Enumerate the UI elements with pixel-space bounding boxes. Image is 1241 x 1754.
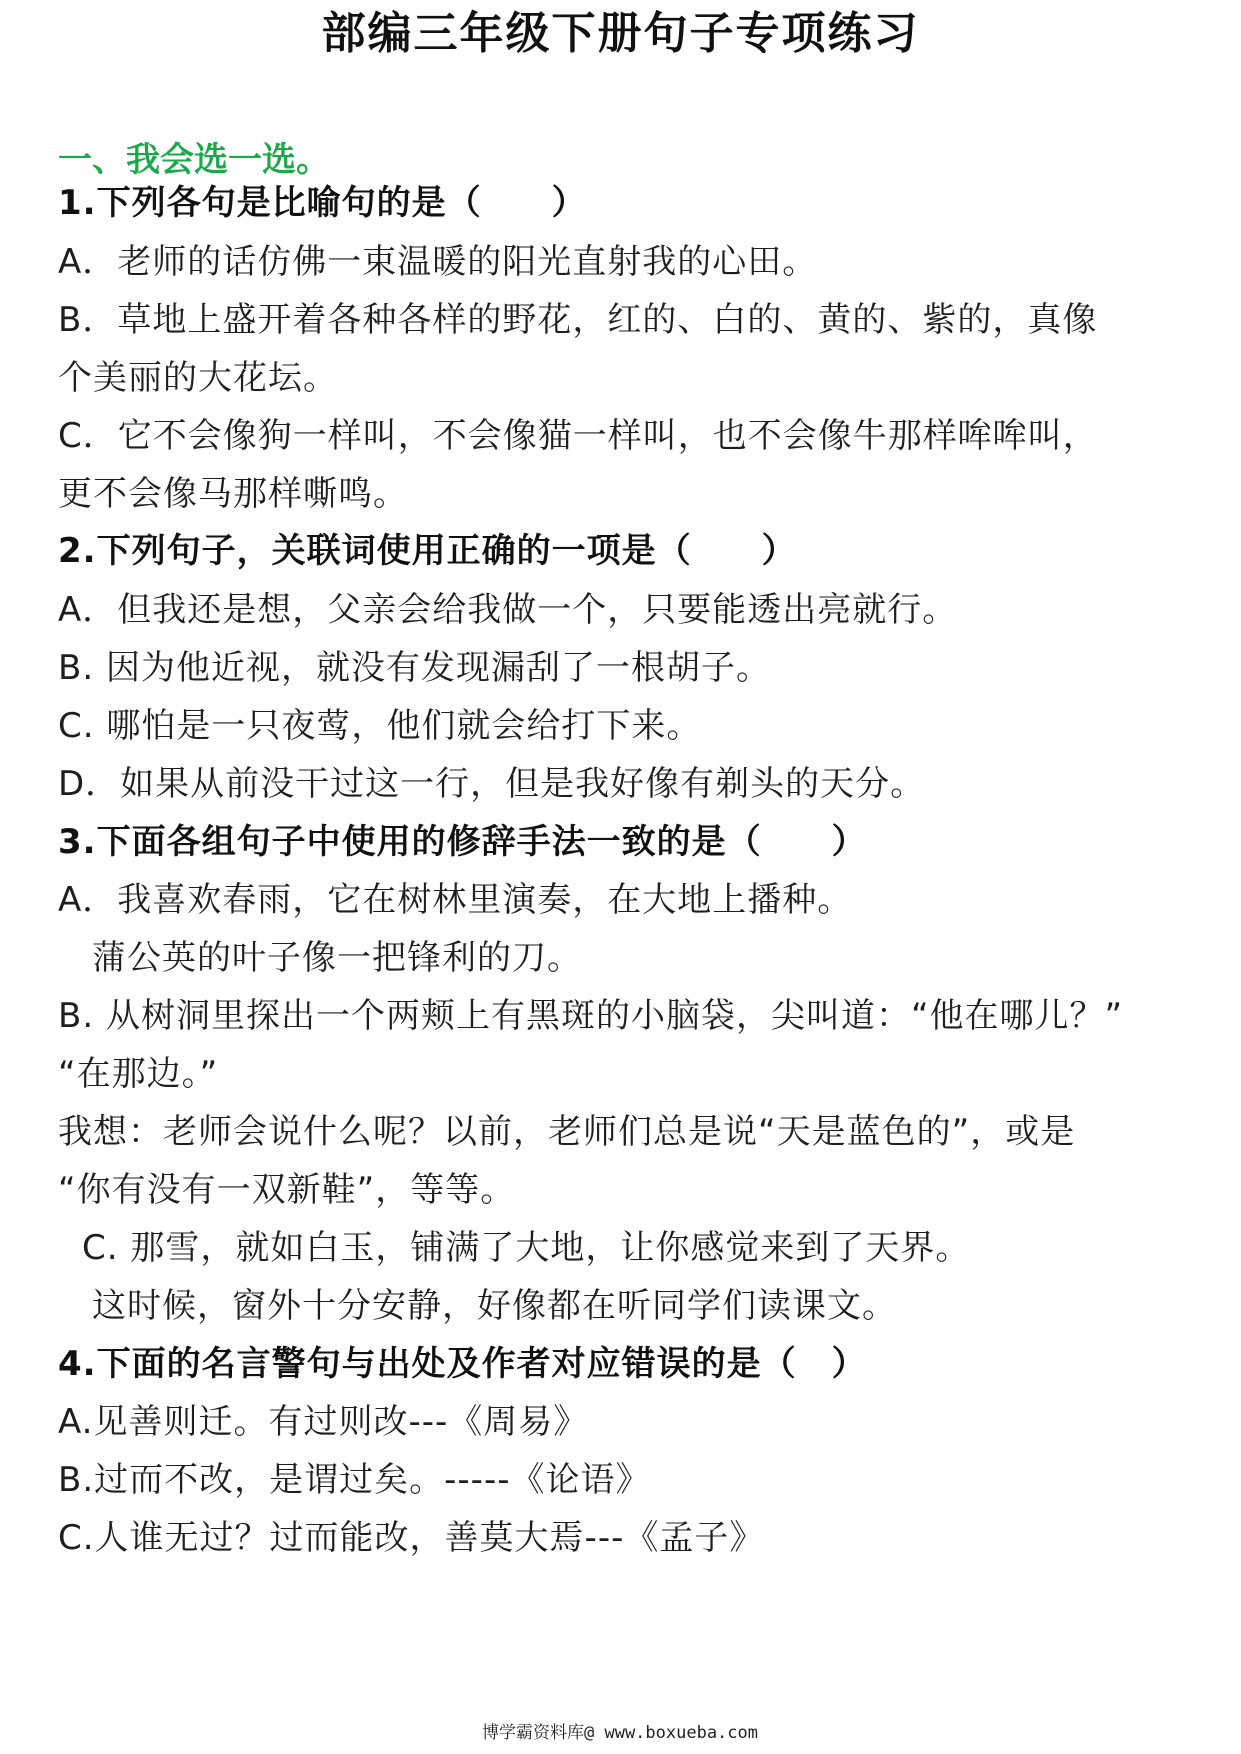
question-3-stem: 3.下面各组句子中使用的修辞手法一致的是（ ）: [58, 822, 867, 862]
watermark: 博学霸资料库@ www.boxueba.com: [478, 1722, 762, 1744]
question-1-option-c-line1: C．它不会像狗一样叫，不会像猫一样叫，也不会像牛那样哞哞叫，: [58, 416, 1098, 456]
question-4-option-b: B.过而不改，是谓过矣。-----《论语》: [58, 1460, 651, 1500]
question-2-stem: 2.下列句子，关联词使用正确的一项是（ ）: [58, 531, 797, 571]
question-4-option-c: C.人谁无过？过而能改，善莫大焉---《孟子》: [58, 1518, 765, 1558]
question-4-option-a: A.见善则迁。有过则改---《周易》: [58, 1402, 589, 1442]
question-3-option-b-line3: 我想：老师会说什么呢？以前，老师们总是说“天是蓝色的”，或是: [58, 1112, 1076, 1152]
question-1-option-b-line2: 个美丽的大花坛。: [58, 358, 338, 398]
question-3-option-c-line2: 这时候，窗外十分安静，好像都在听同学们读课文。: [92, 1286, 897, 1326]
question-1-option-c-line2: 更不会像马那样嘶鸣。: [58, 474, 408, 514]
page-title: 部编三年级下册句子专项练习: [321, 8, 920, 59]
question-1-stem: 1.下列各句是比喻句的是（ ）: [58, 183, 587, 223]
question-3-option-a-line1: A．我喜欢春雨，它在树林里演奏，在大地上播种。: [58, 880, 853, 920]
question-2-option-b: B. 因为他近视，就没有发现漏刮了一根胡子。: [58, 648, 771, 688]
question-3-option-b-line2: “在那边。”: [58, 1054, 219, 1094]
section-heading: 一、我会选一选。: [58, 140, 330, 180]
question-2-option-d: D．如果从前没干过这一行，但是我好像有剃头的天分。: [58, 764, 926, 804]
question-3-option-a-line2: 蒲公英的叶子像一把锋利的刀。: [92, 938, 582, 978]
question-3-option-b-line4: “你有没有一双新鞋”，等等。: [58, 1170, 516, 1210]
question-2-option-c: C. 哪怕是一只夜莺，他们就会给打下来。: [58, 706, 702, 746]
question-3-option-c-line1: C. 那雪，就如白玉，铺满了大地，让你感觉来到了天界。: [82, 1228, 971, 1268]
question-1-option-a: A．老师的话仿佛一束温暖的阳光直射我的心田。: [58, 242, 818, 282]
question-3-option-b-line1: B. 从树洞里探出一个两颊上有黑斑的小脑袋，尖叫道：“他在哪儿？”: [58, 996, 1124, 1036]
question-1-option-b-line1: B．草地上盛开着各种各样的野花，红的、白的、黄的、紫的，真像: [58, 300, 1098, 340]
question-2-option-a: A．但我还是想，父亲会给我做一个，只要能透出亮就行。: [58, 590, 958, 630]
question-4-stem: 4.下面的名言警句与出处及作者对应错误的是（ ）: [58, 1344, 867, 1384]
